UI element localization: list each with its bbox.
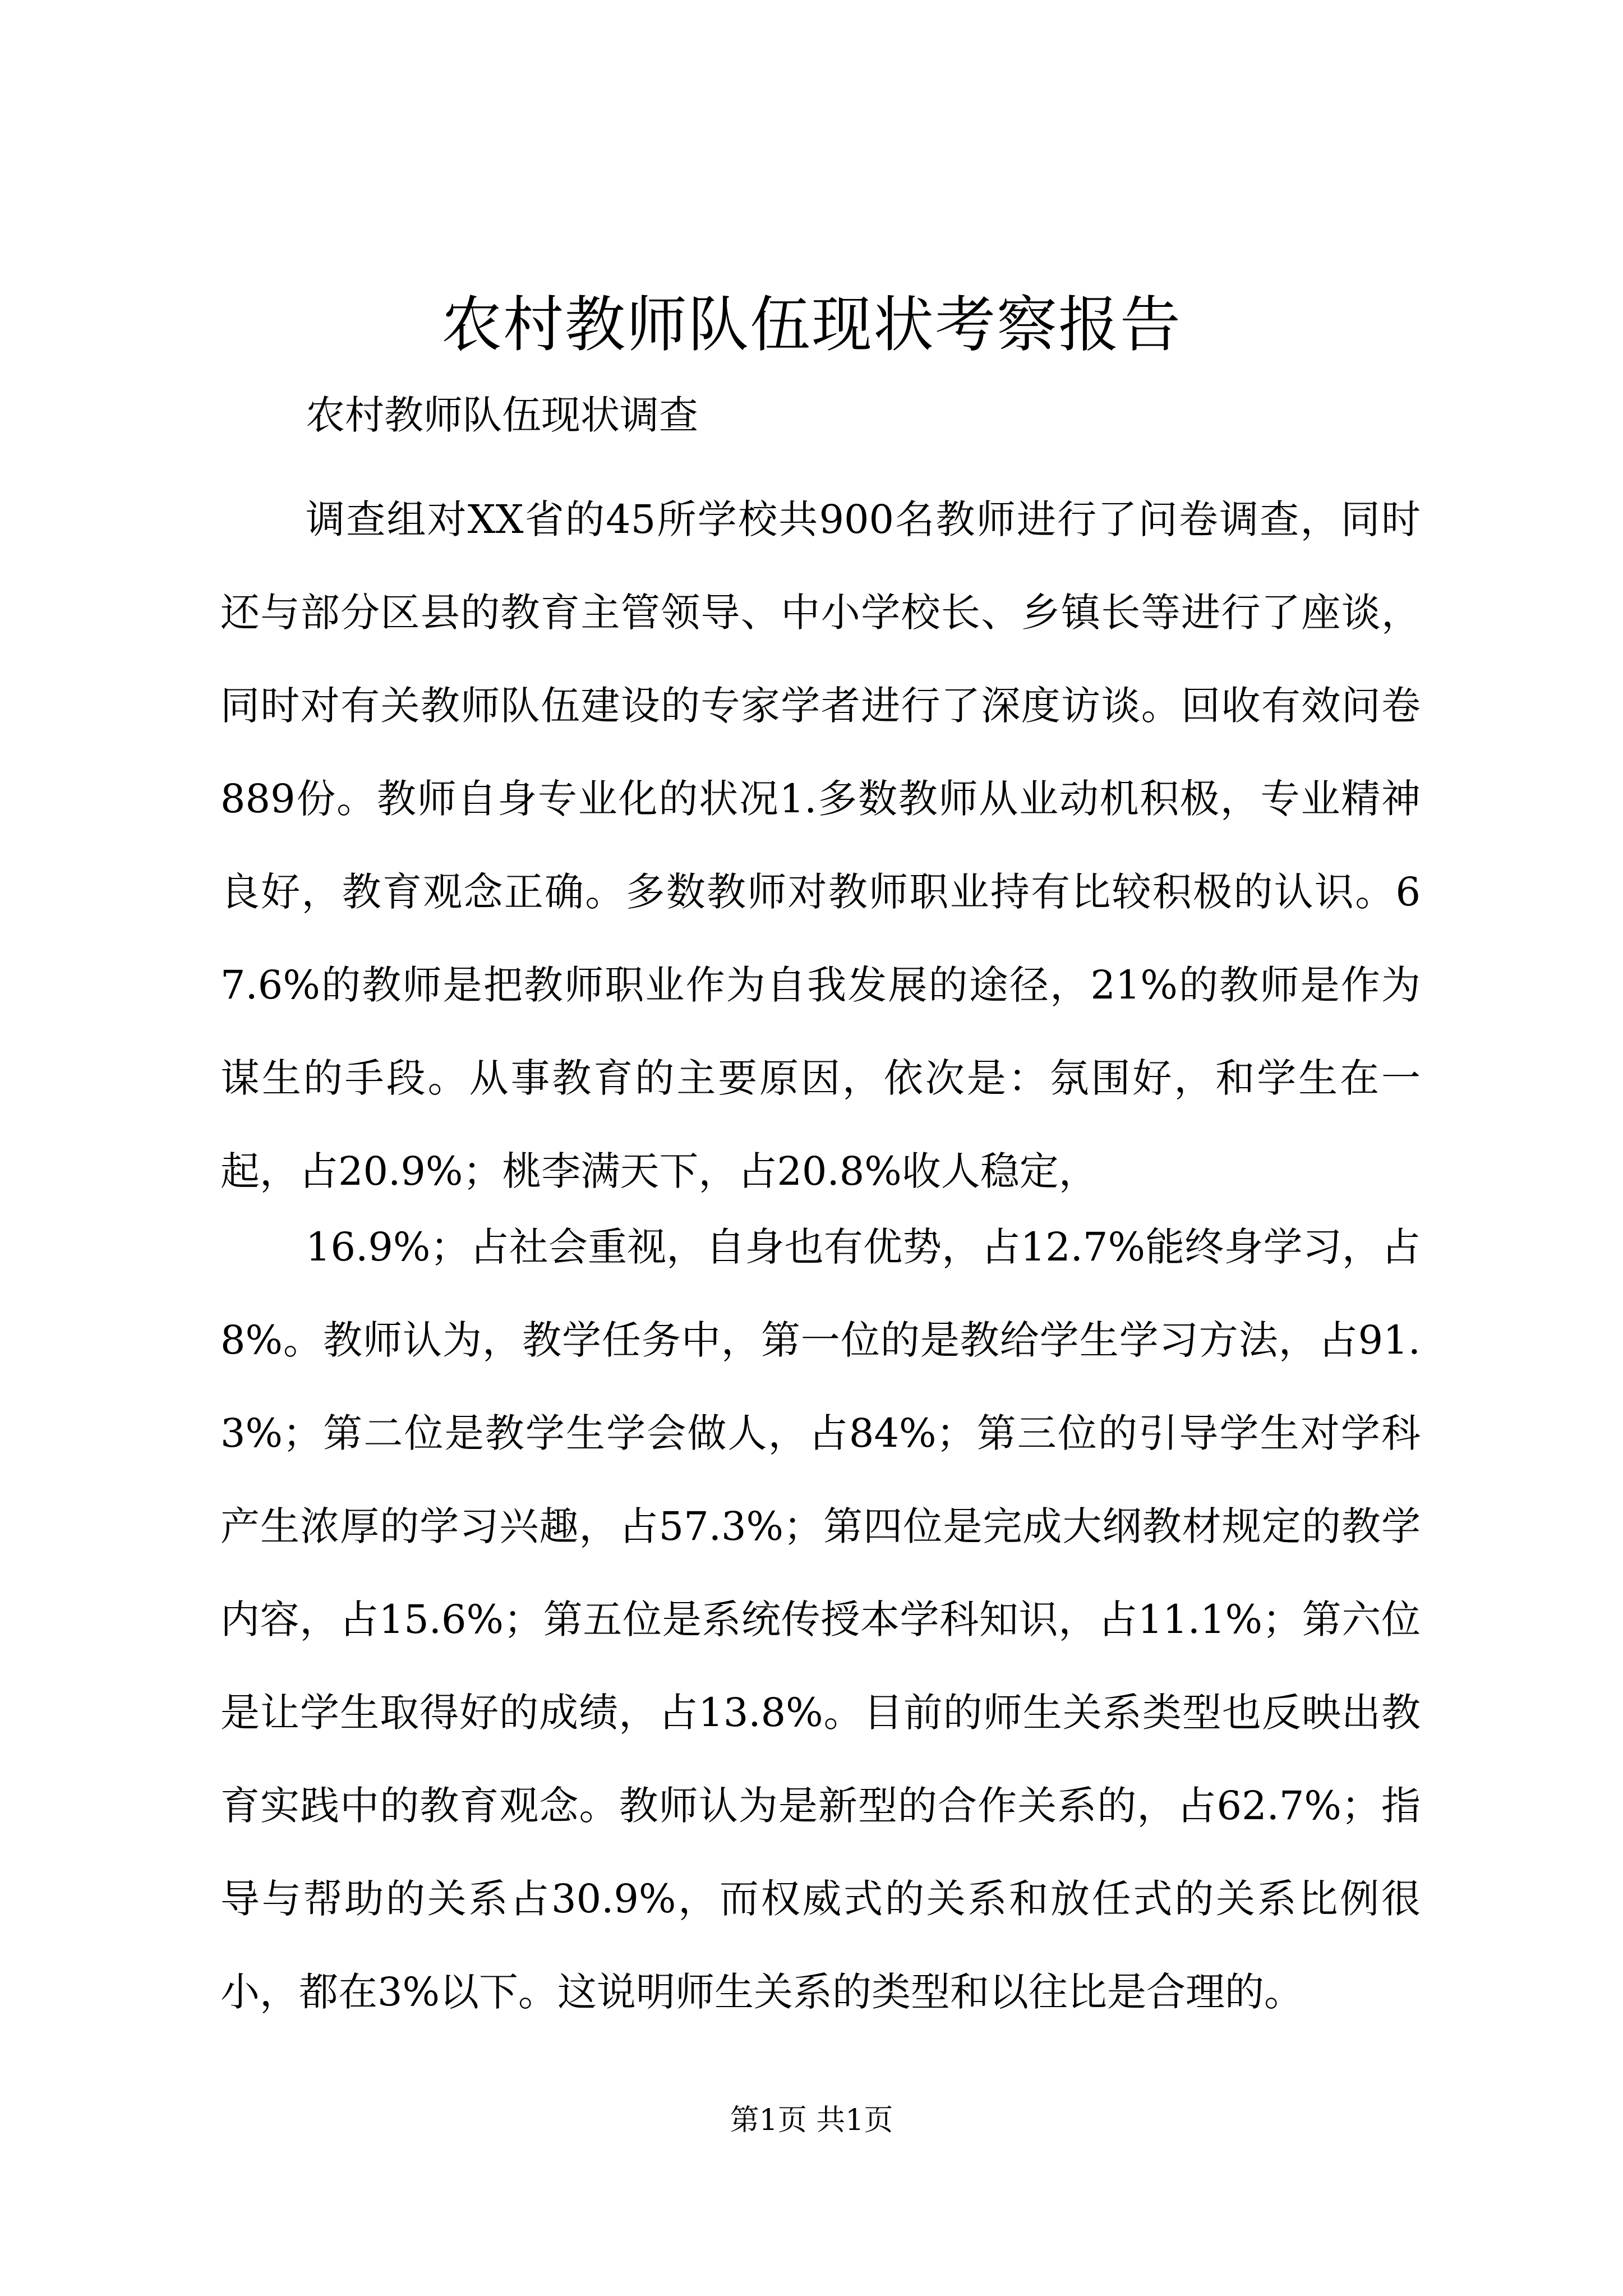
body-paragraph-1: 调查组对XX省的45所学校共900名教师进行了问卷调查，同时还与部分区县的教育主管领导、中小学校长、乡镇长等进行了座谈，同时对有关教师队伍建设的专家学者进行了深度访谈。回收有效问卷889份。教师自身专业化的状况1.多数教师从业动机积极，专业精神良好，教育观念正确。多数教师对教师职业持有比较积极的认识。67.6%的教师是把教师职业作为自我发展的途径，21%的教师是作为谋生的手段。从事教育的主要原因，依次是：氛围好，和学生在一起，占20.9%；桃李满天下，占20.8%收人稳定， xyxy=(220,496,1421,1194)
page-footer: 第1页 共1页 xyxy=(730,2104,893,2137)
body-paragraph-2: 16.9%；占社会重视，自身也有优势，占12.7%能终身学习，占8%。教师认为，教学任务中，第一位的是教给学生学习方法，占91.3%；第二位是教学生学会做人，占84%；第三位的引导学生对学科产生浓厚的学习兴趣，占57.3%；第四位是完成大纲教材规定的教学内容，占15.6%；第五位是系统传授本学科知识，占11.1%；第六位是让学生取得好的成绩，占13.8%。目前的师生关系类型也反映出教育实践中的教育观念。教师认为是新型的合作关系的，占62.7%；指导与帮助的关系占30.9%，而权威式的关系和放任式的关系比例很小，都在3%以下。这说明师生关系的类型和以往比是合理的。 xyxy=(220,1224,1421,2015)
page-title: 农村教师队伍现状考察报告 xyxy=(441,290,1182,360)
section-subtitle: 农村教师队伍现状调查 xyxy=(306,392,698,438)
